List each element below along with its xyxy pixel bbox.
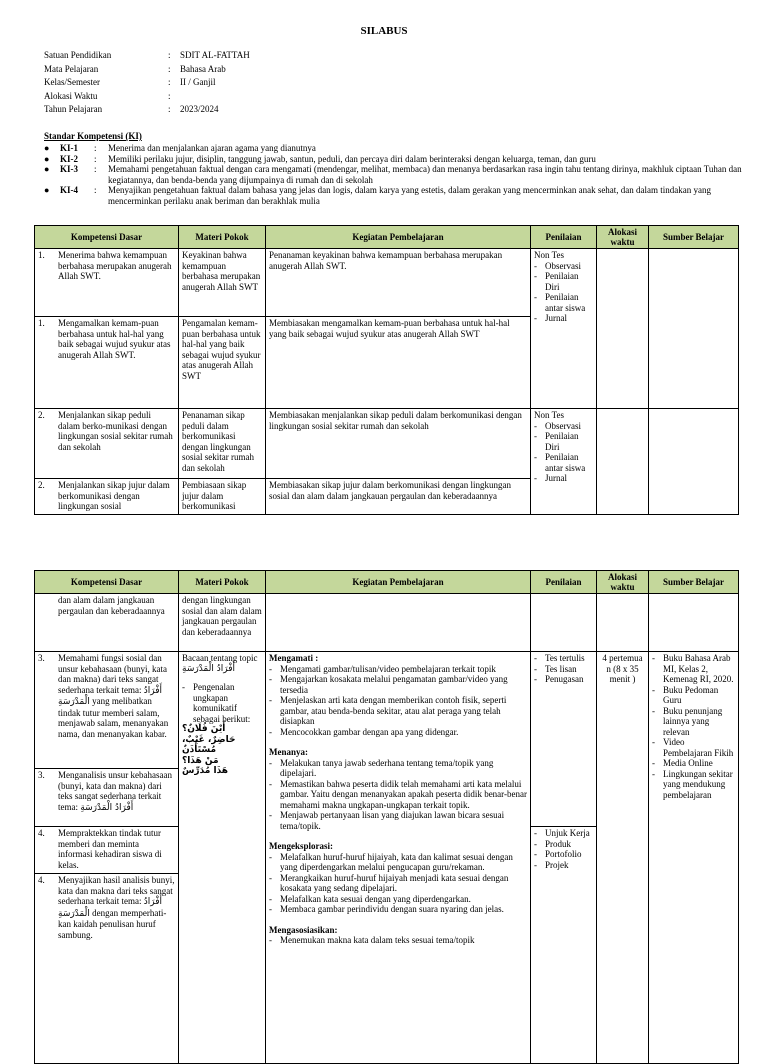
sumber-cell — [649, 249, 739, 409]
kd-cell — [35, 874, 179, 1064]
identity-separator: : — [168, 104, 171, 114]
kegiatan-item: Merangkaikan huruf-huruf hijaiyah menjadi kata sesuai dengan kosakata yang sedang dipelajari. — [280, 872, 509, 893]
sumber-cell — [649, 409, 739, 515]
kd-number: 2. — [38, 410, 45, 420]
kd-text: Menerima bahwa kemampuan berbahasa merupakan anugerah Allah SWT. — [58, 250, 172, 281]
header-kegiatan: Kegiatan Pembelajaran — [266, 571, 531, 594]
kegiatan-cell: Penanaman keyakinan bahwa kemampuan berbahasa merupakan anugerah Allah SWT. — [266, 249, 531, 317]
penilaian-item: Penugasan — [545, 674, 584, 684]
ki-colon: : — [94, 153, 97, 164]
penilaian-item: Tes lisan — [545, 663, 577, 674]
kd-number: 2. — [38, 480, 45, 490]
kd-number: 4. — [38, 828, 45, 838]
kd-cell — [35, 652, 179, 769]
kd-arabic: أَفْرَادُ الْمَدْرَسَةِ — [58, 897, 162, 919]
sumber-item: Media Online — [663, 758, 713, 768]
ki-text: Memahami pengetahuan faktual dengan cara mengamati (mendengar, melihat, membaca) dan menanya berdasarkan rasa ingin tahu tentang dirinya, makhluk ciptaan Tuhan dan kegiatannya, dan benda-benda yang dijumpainya di rumah dan di sekolah — [108, 164, 742, 185]
kd-text: dan alam dalam jangkauan pergaulan dan keberadaannya — [58, 595, 165, 616]
ki-text: Menerima dan menjalankan ajaran agama yang dianutnya — [108, 143, 316, 153]
identity-label: Satuan Pendidikan — [44, 50, 112, 60]
kd-cell — [35, 479, 179, 515]
penilaian-item: Portofolio — [545, 849, 582, 859]
kd-text: Memahami fungsi sosial dan unsur kebahasaan (bunyi, kata dan makna) dari teks sangat sederhana terkait tema: — [58, 653, 167, 695]
table-header-row — [35, 226, 739, 249]
arabic-phrase: هَذَا مُدَرِّسٌ — [182, 766, 229, 776]
kegiatan-cell: Membiasakan mengamalkan kemam-puan berbahasa untuk hal-hal yang baik sebagai wujud syukur atas anugerah Allah SWT — [266, 317, 531, 409]
penilaian-cell: - Unjuk Kerja - Produk - Portofolio - Projek — [531, 827, 597, 1064]
identity-block — [44, 50, 250, 118]
kd-text: Menjalankan sikap jujur dalam berkomunikasi dengan lingkungan sosial — [58, 480, 170, 511]
header-sumber: Sumber Belajar — [649, 571, 739, 594]
ki-title: Standar Kompetensi (KI) — [44, 131, 142, 141]
kegiatan-item: Memastikan bahwa peserta didik telah memahami arti kata melalui gambar. Yaitu dengan menanyakan apakah peserta didik benar-benar memahami makna ungkapan-ungkapan terkait topik. — [280, 778, 527, 810]
arabic-phrase: أَيْنَ فُلَانٌ؟ — [182, 724, 226, 734]
kd-cell — [35, 769, 179, 827]
kd-cell — [35, 594, 179, 652]
alokasi-cell — [597, 594, 649, 652]
kd-number: 1. — [38, 318, 45, 328]
materi-arabic: أَفْرَادُ الْمَدْرَسَةِ — [182, 663, 236, 674]
kd-number: 1. — [38, 250, 45, 260]
header-penilaian: Penilaian — [531, 571, 597, 594]
identity-row — [44, 64, 250, 78]
penilaian-cell: Non Tes - Observasi - Penilaian Diri - Penilaian antar siswa - Jurnal — [531, 409, 597, 515]
ki-item — [44, 185, 744, 206]
penilaian-item: Jurnal — [545, 473, 567, 483]
kegiatan-cell: Membiasakan sikap jujur dalam berkomunikasi dengan lingkungan sosial dan alam dalam jangkauan pergaulan dan keberadaannya — [266, 479, 531, 515]
penilaian-item: Unjuk Kerja — [545, 828, 590, 838]
ki-code: KI-2 — [60, 153, 78, 164]
penilaian-head: Non Tes — [534, 250, 564, 260]
kd-number: 3. — [38, 770, 45, 780]
ki-colon: : — [94, 143, 97, 153]
kd-cell — [35, 827, 179, 874]
bullet-icon: ● — [44, 185, 50, 195]
kd-text: Mengamalkan kemam-puan berbahasa untuk hal-hal yang baik sebagai wujud syukur atas anugerah Allah SWT. — [58, 318, 171, 360]
ki-colon: : — [94, 164, 97, 174]
materi-bullet: Pengenalan ungkapan komunikatif sebagai berikut: — [193, 682, 251, 724]
ki-item — [44, 154, 744, 165]
kegiatan-item: Mencocokkan gambar dengan apa yang didengar. — [280, 726, 459, 737]
identity-value: II / Ganjil — [180, 77, 216, 87]
kd-text: Menganalisis unsur kebahasaan (bunyi, kata dan makna) dari teks sangat sederhana terkait tema: — [58, 770, 172, 812]
header-materi-pokok: Materi Pokok — [179, 571, 266, 594]
ki-item — [44, 164, 744, 185]
penilaian-item: Produk — [545, 838, 572, 849]
arabic-phrase: مَنْ هَذَا؟ — [182, 755, 219, 766]
kegiatan-item: Mengajarkan kosakata melalui pengamatan gambar/video yang tersedia — [280, 674, 508, 695]
kegiatan-item: Menemukan makna kata dalam teks sesuai tema/topik — [280, 935, 475, 945]
header-alokasi: Alokasi waktu — [597, 571, 649, 594]
table-row — [35, 249, 739, 317]
kegiatan-cell — [266, 594, 531, 652]
kegiatan-item: Menjelaskan arti kata dengan memberikan contoh fisik, seperti gambar, atau benda-benda sekitar, atau alat peraga yang telah disiapkan — [280, 695, 507, 726]
table-row — [35, 652, 739, 769]
penilaian-cell — [531, 594, 597, 652]
header-kompetensi-dasar: Kompetensi Dasar — [35, 226, 179, 249]
kegiatan-cell: Mengamati : - Mengamati gambar/tulisan/video pembelajaran terkait topik - Mengajarkan kosakata melalui pengamatan gambar/video yang tersedia - Menjelaskan arti kata dengan memberikan contoh fisik, seperti gambar, atau benda-benda sekitar, atau alat peraga yang telah disiapkan - Mencocokkan gambar dengan apa yang didengar. Menanya: - Melakukan tanya jawab sederhana tentang tema/topik yang dipelajari. - Memastikan bahwa peserta didik telah memahami arti kata melalui gambar. Yaitu dengan menanyakan apakah peserta didik benar-benar memahami makna ungkapan-ungkapan terkait topik. - Menjawab pertanyaan lisan yang diajukan lawan bicara sesuai tema/topik. Mengeksplorasi: - Melafalkan huruf-huruf hijaiyah, kata dan kalimat sesuai dengan yang diperdengarkan melalui pengucapan guru/rekaman. - Merangkaikan huruf-huruf hijaiyah menjadi kata sesuai dengan kosakata yang sedang dipelajari. - Melafalkan kata sesuai dengan yang diperdengarkan. - Membaca gambar perindividu dengan suara nyaring dan jelas. Mengasosiasikan: - Menemukan makna kata dalam teks sesuai tema/topik — [266, 652, 531, 1064]
identity-separator: : — [168, 63, 171, 74]
sumber-item: Lingkungan sekitar yang mendukung pembelajaran — [663, 768, 733, 800]
penilaian-item: Penilaian antar siswa — [545, 292, 586, 313]
sumber-item: Buku penunjang lainnya yang relevan — [663, 705, 723, 737]
penilaian-head: Non Tes — [534, 410, 564, 420]
kegiatan-cell: Membiasakan menjalankan sikap peduli dalam berkomunikasi dengan lingkungan sosial sekitar rumah dan sekolah — [266, 409, 531, 479]
kd-text: Menyajikan hasil analisis bunyi, kata dan makna dari teks sangat sederhana terkait tema: — [58, 875, 175, 906]
identity-label: Alokasi Waktu — [44, 90, 98, 101]
kd-arabic: أَفْرَادُ الْمَدْرَسَةِ — [80, 802, 134, 813]
sumber-item: Buku Pedoman Guru — [663, 684, 719, 705]
penilaian-item: Observasi — [545, 260, 581, 271]
kegiatan-item: Membaca gambar perindividu dengan suara nyaring dan jelas. — [280, 904, 504, 914]
identity-row — [44, 91, 250, 105]
materi-cell: Bacaan tentang topic أَفْرَادُ الْمَدْرَسَةِ - Pengenalan ungkapan komunikatif sebagai berikut: أَيْنَ فُلَانٌ؟ حَاضِرٌ، غَيْبٌ، مُسْتَأْذَنٌ مَنْ هَذَا؟ هَذَا مُدَرِّسٌ — [179, 652, 266, 1064]
penilaian-cell: - Tes tertulis - Tes lisan - Penugasan — [531, 652, 597, 827]
kegiatan-heading: Mengamati : — [269, 653, 319, 663]
kd-number: 3. — [38, 653, 45, 663]
header-penilaian: Penilaian — [531, 226, 597, 249]
kd-cell — [35, 409, 179, 479]
syllabus-table-1 — [34, 225, 739, 515]
bullet-icon: ● — [44, 164, 50, 174]
penilaian-item: Tes tertulis — [545, 653, 585, 663]
ki-code: KI-3 — [60, 164, 78, 174]
identity-value: 2023/2024 — [180, 104, 219, 114]
header-sumber: Sumber Belajar — [649, 226, 739, 249]
kegiatan-item: Menjawab pertanyaan lisan yang diajukan lawan bicara sesuai tema/topik. — [280, 810, 505, 831]
identity-value: Bahasa Arab — [180, 63, 226, 74]
sumber-cell: - Buku Bahasa Arab MI, Kelas 2, Kemenag RI, 2020. - Buku Pedoman Guru - Buku penunjang lainnya yang relevan - Video Pembelajaran Fikih - Media Online - Lingkungan sekitar yang mendukung pembelajaran — [649, 652, 739, 1064]
header-alokasi: Alokasi waktu — [597, 226, 649, 249]
penilaian-item: Observasi — [545, 420, 581, 431]
ki-text: Memiliki perilaku jujur, disiplin, tanggung jawab, santun, peduli, dan percaya diri dalam berinteraksi dengan keluarga, teman, dan guru — [108, 153, 596, 164]
materi-cell: Penanaman sikap peduli dalam berkomunikasi dengan lingkungan sosial sekitar rumah dan sekolah — [179, 409, 266, 479]
identity-value: SDIT AL-FATTAH — [180, 50, 250, 60]
bullet-icon: ● — [44, 153, 50, 164]
materi-cell: Pengamalan kemam-puan berbahasa untuk hal-hal yang baik sebagai wujud syukur atas anugerah Allah SWT — [179, 317, 266, 409]
identity-separator: : — [168, 50, 171, 60]
table-row — [35, 409, 739, 479]
identity-separator: : — [168, 90, 171, 101]
identity-row — [44, 50, 250, 64]
sumber-cell — [649, 594, 739, 652]
kd-text: Mempraktekkan tindak tutur memberi dan meminta informasi kehadiran siswa di kelas. — [58, 828, 162, 870]
ki-code: KI-1 — [60, 143, 78, 153]
penilaian-item: Projek — [545, 859, 569, 870]
kd-number: 4. — [38, 875, 45, 885]
arabic-phrase: مُسْتَأْذَنٌ — [182, 745, 217, 755]
ki-colon: : — [94, 185, 97, 195]
alokasi-cell: 4 pertemua n (8 x 35 menit ) — [597, 652, 649, 1064]
kd-cell — [35, 249, 179, 317]
kd-cell — [35, 317, 179, 409]
page-title: SILABUS — [360, 25, 408, 37]
penilaian-item: Penilaian antar siswa — [545, 452, 586, 473]
identity-separator: : — [168, 77, 171, 87]
materi-line: Bacaan tentang topic — [182, 653, 258, 663]
header-kompetensi-dasar: Kompetensi Dasar — [35, 571, 179, 594]
kegiatan-heading: Menanya: — [269, 747, 308, 757]
kegiatan-item: Melakukan tanya jawab sederhana tentang tema/topik yang dipelajari. — [280, 757, 494, 778]
identity-row — [44, 104, 250, 118]
alokasi-cell — [597, 409, 649, 515]
identity-row — [44, 77, 250, 91]
materi-cell: Pembiasaan sikap jujur dalam berkomunikasi — [179, 479, 266, 515]
sumber-item: Video Pembelajaran Fikih — [663, 737, 734, 758]
kd-text: Menjalankan sikap peduli dalam berko-munikasi dengan lingkungan sosial sekitar rumah dan sekolah — [58, 410, 173, 452]
identity-label: Tahun Pelajaran — [44, 104, 103, 114]
syllabus-table-2 — [34, 570, 739, 1064]
arabic-phrase: حَاضِرٌ، غَيْبٌ، — [182, 734, 236, 745]
kd-arabic: أَفْرَادُ الْمَدْرَسَةِ — [58, 685, 162, 707]
ki-item — [44, 143, 744, 154]
alokasi-cell — [597, 249, 649, 409]
header-kegiatan: Kegiatan Pembelajaran — [266, 226, 531, 249]
ki-code: KI-4 — [60, 185, 78, 195]
kegiatan-item: Mengamati gambar/tulisan/video pembelajaran terkait topik — [280, 663, 496, 674]
kegiatan-heading: Mengasosiasikan: — [269, 924, 338, 935]
penilaian-cell: Non Tes - Observasi - Penilaian Diri - Penilaian antar siswa - Jurnal — [531, 249, 597, 409]
penilaian-item: Jurnal — [545, 313, 567, 323]
kegiatan-heading: Mengeksplorasi: — [269, 841, 333, 851]
identity-label: Mata Pelajaran — [44, 63, 99, 74]
ki-text: Menyajikan pengetahuan faktual dalam bahasa yang jelas dan logis, dalam karya yang estetis, dalam gerakan yang mencerminkan anak sehat, dan dalam tindakan yang mencerminkan perilaku anak beriman dan berakhlak mulia — [108, 185, 712, 206]
kegiatan-item: Melafalkan huruf-huruf hijaiyah, kata dan kalimat sesuai dengan yang diperdengarkan melalui pengucapan guru/rekaman. — [280, 851, 513, 872]
table-row — [35, 594, 739, 652]
materi-cell: dengan lingkungan sosial dan alam dalam jangkauan pergaulan dan keberadaannya — [179, 594, 266, 652]
penilaian-item: Penilaian Diri — [545, 431, 579, 452]
header-materi-pokok: Materi Pokok — [179, 226, 266, 249]
materi-cell: Keyakinan bahwa kemampuan berbahasa merupakan anugerah Allah SWT — [179, 249, 266, 317]
kegiatan-item: Melafalkan kata sesuai dengan yang diperdengarkan. — [280, 893, 471, 904]
penilaian-item: Penilaian Diri — [545, 271, 579, 292]
ki-list — [44, 143, 744, 206]
kd-text: dengan memperhati-kan kaidah penulisan huruf sambung. — [58, 907, 167, 940]
sumber-item: Buku Bahasa Arab MI, Kelas 2, Kemenag RI, 2020. — [663, 653, 734, 684]
bullet-icon: ● — [44, 143, 50, 153]
identity-label: Kelas/Semester — [44, 77, 100, 87]
kd-text: yang melibatkan tindak tutur memberi salam, menjawab salam, menanyakan nama, dan menanyakan kabar. — [58, 696, 169, 739]
table-header-row — [35, 571, 739, 594]
